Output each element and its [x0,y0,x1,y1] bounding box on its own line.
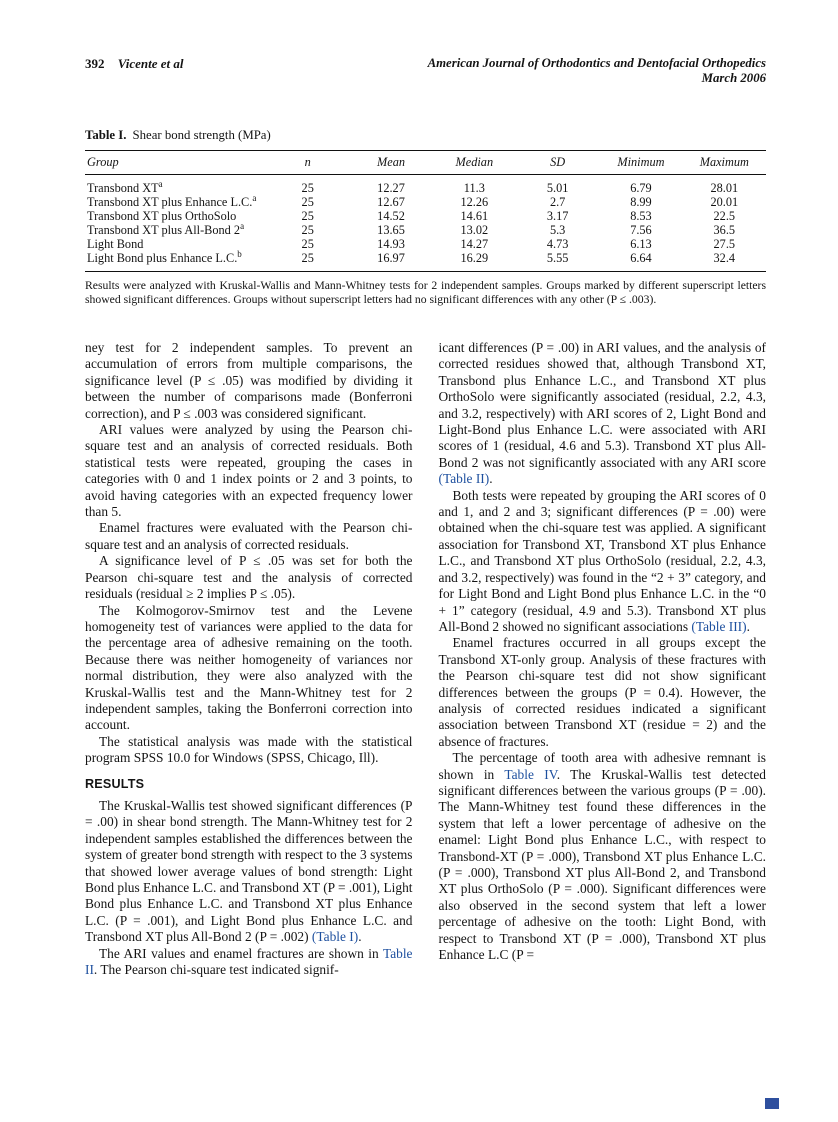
value-cell: 25 [301,237,314,251]
text-run: . The Kruskal-Wallis test detected significant differences between the various groups (P = .00). The Mann-Whitney test found these differences in the system that left a lower percentage of adhesive on the enamel: Light Bond plus Enhance L.C., with respect to Transbond-XT (P = .000), Transbond XT plus Enhance L.C. (P = .000), Transbond XT plus All-Bond 2, and Transbond XT plus OrthoSolo (P = .000). Significant differences were also observed in the second system that left a lower percentage of adhesive on the tooth: Light Bond, with respect to Transbond XT (P = .000), Transbond XT plus Enhance L.C (P = [438,766,766,963]
value-cell: 14.93 [377,237,405,251]
value-cell: 6.79 [630,181,652,195]
value-cell: 22.5 [713,209,736,223]
superscript-marker: b [237,248,242,259]
journal-title: American Journal of Orthodontics and Dentofacial Orthopedics [427,56,766,70]
paragraph [439,635,767,750]
paragraph [85,422,413,520]
value-cell: 13.02 [460,223,489,237]
column-header-group: Group [87,155,119,169]
paragraph [439,750,767,963]
text-run: Enamel fractures were evaluated with the Pearson chi-square test and an analysis of corrected residuals. [85,520,413,552]
value-cell: 20.01 [710,195,739,209]
paragraph [85,520,413,553]
table-reference-link[interactable]: (Table I) [311,929,359,945]
running-head-left [85,56,183,72]
value-cell: 16.29 [460,251,489,265]
group-cell: Transbond XT plus Enhance L.C.$^a$ [87,192,257,209]
value-cell: 25 [301,195,314,209]
value-cell: 12.26 [460,195,489,209]
running-head-right [428,56,766,86]
column-header-median: Median [455,155,494,169]
value-cell: 25 [301,223,314,237]
table-row [85,237,766,251]
value-cell: 27.5 [713,237,736,251]
text-run: Both tests were repeated by grouping the ARI scores of 0 and 1, and 2 and 3; significant differences (P = .00) were obtained when the chi-square test was applied. A significant association for Transbond XT, Transbond XT plus Enhance L.C., and Transbond XT plus OrthoSolo (residual, 2.2, 4.3, and 3.2, respectively) was found in the “2 + 3” category, and for Light Bond and Light Bond plus Enhance L.C. in the “0 + 1” category (residual, 4.9 and 5.3). Transbond XT plus All-Bond 2 showed no significant associations [438,487,766,634]
table-reference-link[interactable]: (Table II) [438,471,490,487]
page-number: 392 [85,56,105,71]
table-label: Table I. [85,128,127,142]
group-cell: Transbond XT plus All-Bond 2$^a$ [87,220,245,237]
text-run: ARI values were analyzed by using the Pearson chi-square test and an analysis of corrected residuals. Both statistical tests were repeated, grouping the cases in categories with 0 and 1 index points or 2 and 3 points, to avoid having categories with an expected frequency lower than 5. [85,422,413,520]
value-cell: 5.55 [546,251,569,265]
paragraph [85,946,413,979]
paragraph [85,603,413,734]
superscript-marker: a [252,192,257,203]
table1-section [85,128,766,307]
value-cell: 28.01 [710,181,739,195]
paragraph [85,340,413,422]
superscript-marker: a [158,178,163,189]
running-authors: Vicente et al [117,56,184,71]
value-cell: 25 [301,251,314,265]
value-cell: 14.27 [460,237,489,251]
text-run: . The Pearson chi-square test indicated signif- [93,962,339,978]
table-row [85,195,766,209]
text-run: Enamel fractures occurred in all groups except the Transbond XT-only group. Analysis of these fractures with the Pearson chi-square test did not show significant differences between the groups (P = 0.4). However, the analysis of corrected residues indicated a significant association between Transbond XT (residue = 2) and the absence of fractures. [438,635,766,749]
column-header-maximum: Maximum [699,155,749,169]
value-cell: 11.3 [463,181,485,195]
paragraph [439,340,767,488]
section-heading: RESULTS [85,776,145,791]
table-row [85,251,766,272]
table-reference-link[interactable]: Table IV [504,766,557,782]
value-cell: 2.7 [549,195,566,209]
column-header-mean: Mean [377,155,406,169]
right-column [439,340,767,978]
paragraph [439,488,767,636]
column-header-n: n [304,155,311,169]
group-cell: Transbond $XT^a$ [87,178,163,195]
table-caption [85,128,766,143]
value-cell: 12.27 [377,181,405,195]
table-reference-link[interactable]: Table II [85,945,413,978]
value-cell: 14.52 [377,209,405,223]
text-run: The Kruskal-Wallis test showed significant differences (P = .00) in shear bond strength. The Mann-Whitney test for 2 independent samples established the differences between the system of greater bond strength with respect to the 3 systems that showed lower average values of bond strength: Light Bond plus Enhance L.C. and Transbond XT (P = .001), Light Bond plus Enhance L.C. and Transbond XT plus Enhance L.C. (P = .001), and Light Bond plus Enhance L.C. and Transbond XT plus All-Bond 2 (P = .002) [85,797,413,945]
group-cell: Transbond XT plus OrthoSolo [87,209,237,223]
value-cell: 16.97 [377,251,405,265]
text-run: ney test for 2 independent samples. To prevent an accumulation of errors from multiple comparisons, the significance level (P ≤ .05) was modified by dividing it between the number of comparisons made (Bonferroni correction), and P ≤ .003 was considered significant. [85,340,413,421]
paragraph [85,553,413,602]
text-run: The percentage of tooth area with adhesive remnant is shown in [438,750,766,782]
value-cell: 14.61 [460,209,489,223]
value-cell: 8.99 [630,195,652,209]
text-run: A significance level of P ≤ .05 was set for both the Pearson chi-square test and the analysis of corrected residuals (residual ≥ 2 implies P ≤ .05). [85,553,413,602]
left-column [85,340,413,978]
article-body [85,340,766,978]
text-run: The ARI values and enamel fractures are shown in [99,945,383,961]
value-cell: 3.17 [546,209,569,223]
table-reference-link[interactable]: (Table III) [691,618,747,634]
value-cell: 5.3 [549,223,566,237]
text-run: . [746,618,750,634]
table-row [85,175,766,196]
value-cell: 7.56 [630,223,652,237]
value-cell: 8.53 [630,209,652,223]
table-title: Shear bond strength (MPa) [132,128,271,142]
group-cell: Light Bond [87,237,144,251]
value-cell: 25 [301,181,314,195]
running-head [85,56,766,86]
value-cell: 32.4 [713,251,736,265]
column-header-sd: SD [550,155,566,169]
value-cell: 25 [301,209,314,223]
shear-bond-strength-table [85,150,766,272]
value-cell: 36.5 [713,223,736,237]
table-row [85,209,766,223]
table-header-row [85,151,766,175]
paragraph [85,734,413,767]
text-run: . [489,471,493,487]
value-cell: 12.67 [377,195,405,209]
value-cell: 6.13 [630,237,652,251]
value-cell: 6.64 [630,251,652,265]
text-run: The Kolmogorov-Smirnov test and the Levene homogeneity test of variances were applied to the data for the percentage area of adhesive remaining on the tooth. Because there was neither homogeneity of variances nor normal distribution, they were also analyzed with the Kruskal-Wallis test and the Mann-Whitney test for 2 independent samples, taking the Bonferroni correction into account. [85,602,413,733]
text-run: The statistical analysis was made with the statistical program SPSS 10.0 for Windows (SPSS, Chicago, Ill). [85,733,413,766]
superscript-marker: a [240,220,245,231]
value-cell: 13.65 [377,223,405,237]
table-row [85,223,766,237]
issue-date: March 2006 [701,71,766,85]
paragraph [85,798,413,946]
table-body [85,175,766,272]
text-run: icant differences (P = .00) in ARI values, and the analysis of corrected residues showed that, although Transbond XT, Transbond plus Enhance L.C., and Transbond XT plus OrthoSolo were significantly associated (residual, 2.2, 4.3, and 3.2, respectively) with ARI scores of 2, Light Bond and Light-Bond plus Enhance L.C. were associated with ARI scores of 1 (residual, 4.6 and 5.3). Transbond XT plus All-Bond 2 was not significantly associated with any ARI score [438,340,766,470]
text-run: . [358,929,362,945]
page-content [85,56,766,978]
column-header-minimum: Minimum [617,155,665,169]
value-cell: 5.01 [546,181,569,195]
group-cell: Light Bond plus Enhance L.C.$^b$ [87,248,242,265]
page-corner-marker [765,1098,779,1109]
value-cell: 4.73 [546,237,569,251]
table-footnote: Results were analyzed with Kruskal-Wallis and Mann-Whitney tests for 2 independent samples. Groups marked by different superscript letters showed significant differences. Groups without superscript letters had no significant differences with any other (P ≤ .003). [85,279,766,306]
